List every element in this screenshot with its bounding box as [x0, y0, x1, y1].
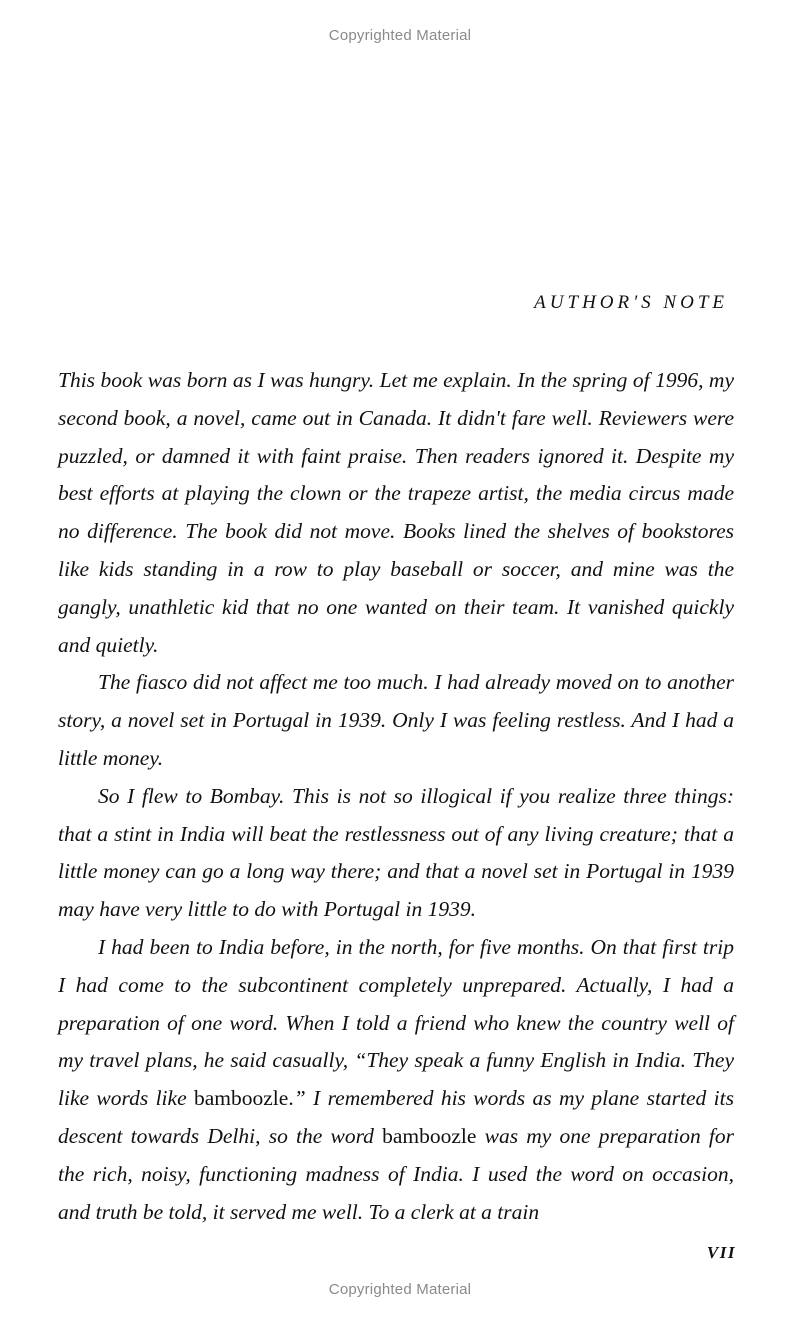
paragraph-4-part-2: ” I remembered his words as my plane started its descent towards Delhi, so the word: [58, 1086, 734, 1148]
copyright-watermark-top: Copyrighted Material: [328, 27, 472, 44]
roman-word-bamboozle-1: bamboozle.: [194, 1086, 294, 1111]
copyright-watermark-bottom: Copyrighted Material: [328, 1281, 472, 1298]
paragraph-1: This book was born as I was hungry. Let me explain. In the spring of 1996, my second book, a novel, came out in Canada. It didn't fare well. Reviewers were puzzled, or damned it with faint praise. Then readers ignored it. Despite my best efforts at playing the clown or the trapeze artist, the media circus made no difference. The book did not move. Books lined the shelves of bookstores like kids standing in a row to play baseball or soccer, and mine was the gangly, unathletic kid that no one wanted on their team. It vanished quickly and quietly.: [58, 368, 734, 657]
paragraph-3: So I flew to Bombay. This is not so illogical if you realize three things: that a stint in India will beat the restlessness out of any living creature; that a little money can go a long way there; and that a novel set in Portugal in 1939 may have very little to do with Portugal in 1939.: [58, 783, 734, 922]
paragraph-2: The fiasco did not affect me too much. I had already moved on to another story, a novel set in Portugal in 1939. Only I was feeling restless. And I had a little money.: [58, 670, 734, 770]
paragraph-4: [58, 929, 734, 1231]
paragraph-4-part-1: I had been to India before, in the north, for five months. On that first trip I had come to the subcontinent completely unprepared. Actually, I had a preparation of one word. When I told a friend who knew the country well of my travel plans, he said casually, “They speak a funny English in India. They like words like: [58, 934, 734, 1111]
paragraph-4-part-3: was my one preparation for the rich, noisy, functioning madness of India. I used the word on occasion, and truth be told, it served me well. To a clerk at a train: [58, 1123, 734, 1224]
page-number: VII: [706, 1243, 736, 1262]
roman-word-bamboozle-2: bamboozle: [382, 1123, 477, 1148]
section-heading: AUTHOR'S NOTE: [534, 292, 728, 313]
body-text: [58, 362, 734, 1231]
